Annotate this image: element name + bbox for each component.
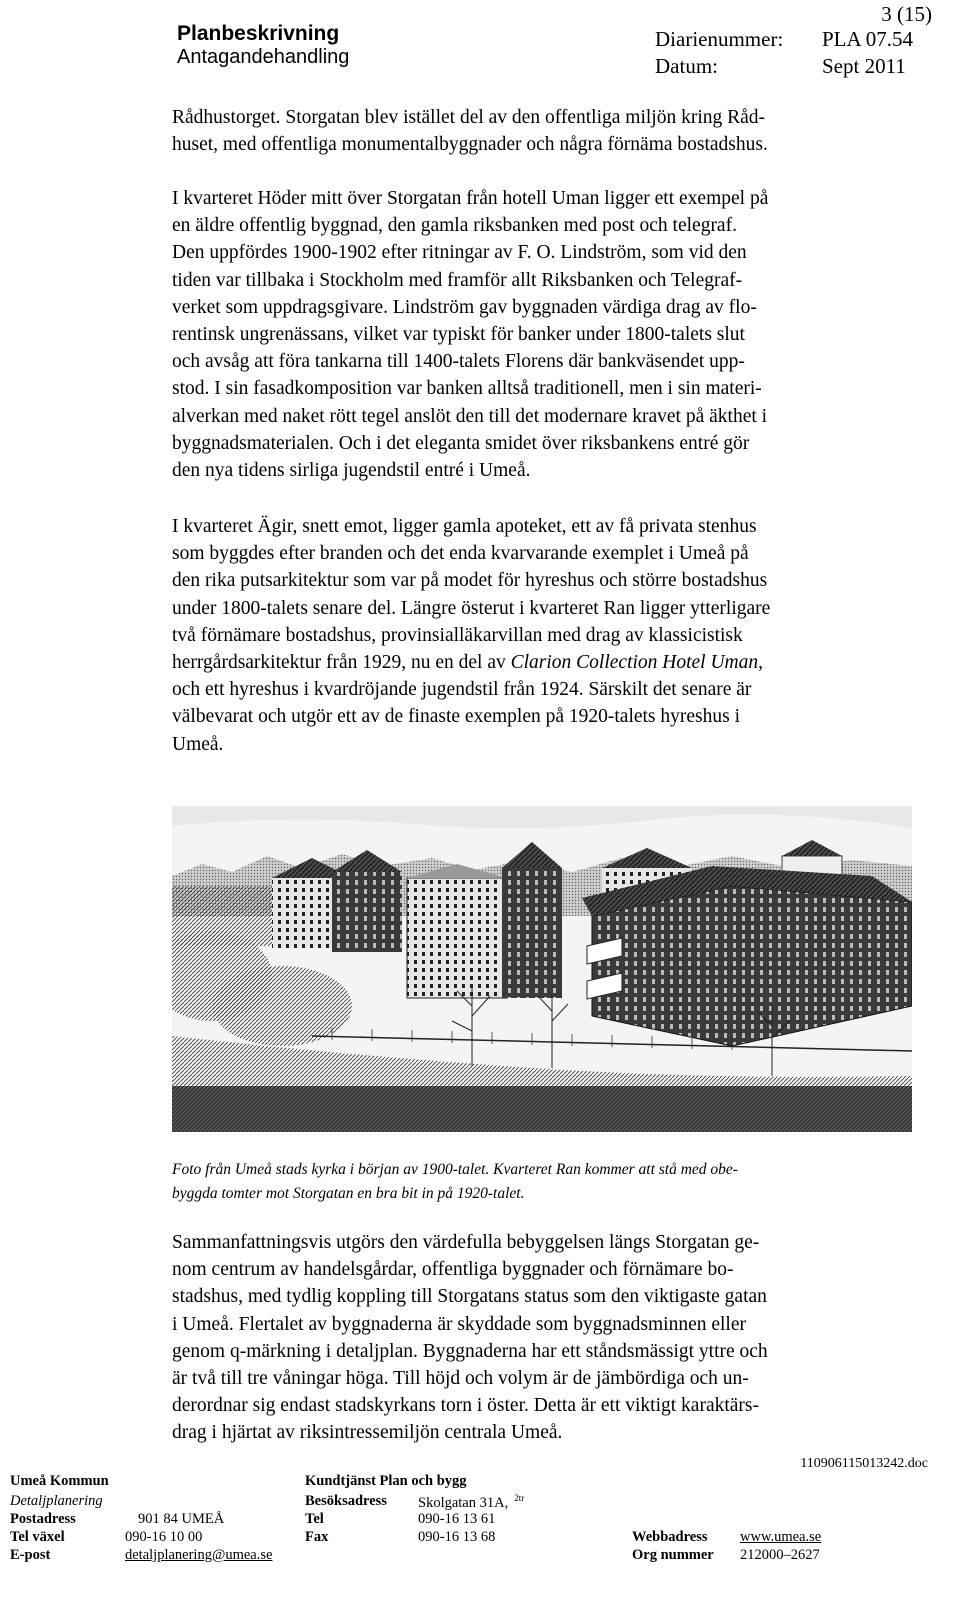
paragraph-summary <box>172 1229 912 1447</box>
besok-floor: 2tr <box>514 1493 525 1503</box>
tel-label: Tel <box>305 1511 324 1527</box>
besok-label: Besöksadress <box>305 1493 387 1509</box>
text-line: huset, med offentliga monumentalbyggnader och några förnäma bostadshus. <box>172 134 768 156</box>
text-line: nom centrum av handelsgårdar, offentliga byggnader och förnämare bo- <box>172 1259 734 1281</box>
datum-label: Datum: <box>655 54 718 78</box>
document-reference: 110906115013242.doc <box>800 1456 928 1471</box>
text-line: alverkan med naket rött tegel anslöt den till det modernare kravet på äkthet i <box>172 405 768 427</box>
caption-line: byggda tomter mot Storgatan en bra bit in på 1920-talet. <box>172 1185 525 1202</box>
epost-label: E-post <box>10 1547 51 1563</box>
text-line <box>172 649 912 676</box>
text-line: stod. I sin fasadkomposition var banken alltså traditionell, men i sin materi- <box>172 378 762 400</box>
text-line: drag i hjärtat av riksintressemiljön centrala Umeå. <box>172 1422 563 1444</box>
fax-value: 090-16 13 68 <box>418 1529 496 1545</box>
text-line: Umeå. <box>172 733 224 755</box>
web-link[interactable]: www.umea.se <box>740 1529 822 1545</box>
text-line: välbevarat och utgör ett av de finaste exemplen på 1920-talets hyreshus i <box>172 706 741 728</box>
text-line: derordnar sig endast stadskyrkans torn i öster. Detta är ett viktigt karaktärs- <box>172 1395 759 1417</box>
fax-label: Fax <box>305 1529 329 1545</box>
diarienummer-label: Diarienummer: <box>655 27 784 51</box>
besok-address: Skolgatan 31A, <box>418 1494 509 1511</box>
postadress-value: 901 84 UMEÅ <box>138 1511 225 1527</box>
text-line: Sammanfattningsvis utgörs den värdefulla bebyggelsen längs Storgatan ge- <box>172 1232 760 1253</box>
telvaxel-value: 090-16 10 00 <box>125 1529 203 1545</box>
text-line: och avsåg att föra tankarna till 1400-talets Florens där bankväsendet upp- <box>172 351 745 373</box>
text-span: herrgårdsarkitektur från 1929, nu en del av <box>172 652 511 674</box>
text-line: två förnämare bostadshus, provinsialläkarvillan med drag av klassicistisk <box>172 624 743 646</box>
caption-line: Foto från Umeå stads kyrka i början av 1900-talet. Kvarteret Ran kommer att stå med obe- <box>172 1161 738 1178</box>
footer-dept: Detaljplanering <box>10 1493 103 1509</box>
text-line: rentinsk ungrenässans, vilket var typiskt för banker under 1800-talets slut <box>172 324 745 346</box>
web-label: Webbadress <box>632 1529 708 1545</box>
paragraph-agir <box>172 513 912 758</box>
text-line: den nya tidens sirliga jugendstil entré i Umeå. <box>172 460 531 482</box>
text-line: i Umeå. Flertalet av byggnaderna är skyddade som byggnadsminnen eller <box>172 1313 746 1335</box>
text-line: verket som uppdragsgivare. Lindström gav byggnaden värdiga drag av flo- <box>172 296 757 318</box>
text-line: en äldre offentlig byggnad, den gamla riksbanken med post och telegraf. <box>172 215 737 237</box>
telvaxel-label: Tel växel <box>10 1529 65 1545</box>
text-line: Den uppfördes 1900-1902 efter ritningar av F. O. Lindström, som vid den <box>172 242 747 264</box>
postadress-label: Postadress <box>10 1511 76 1527</box>
besok-value <box>418 1493 524 1512</box>
orgnr-label: Org nummer <box>632 1547 714 1563</box>
tel-value: 090-16 13 61 <box>418 1511 496 1527</box>
paragraph-hoder <box>172 185 912 484</box>
text-line: stadshus, med tydlig koppling till Storgatans status som den viktigaste gatan <box>172 1286 767 1308</box>
text-line: I kvarteret Ägir, snett emot, ligger gamla apoteket, ett av få privata stenhus <box>172 516 757 537</box>
paragraph-intro <box>172 104 912 158</box>
text-line: I kvarteret Höder mitt över Storgatan från hotell Uman ligger ett exempel på <box>172 188 769 209</box>
text-line: byggnadsmaterialen. Och i det eleganta smidet över riksbankens entré gör <box>172 432 750 454</box>
page-number: 3 (15) <box>881 2 932 26</box>
orgnr-value: 212000–2627 <box>740 1547 820 1563</box>
text-line: som byggdes efter branden och det enda kvarvarande exemplet i Umeå på <box>172 543 749 565</box>
document-subtitle: Antagandehandling <box>177 46 350 68</box>
datum-value: Sept 2011 <box>822 54 906 78</box>
footer-org: Umeå Kommun <box>10 1473 109 1489</box>
diarienummer-value: PLA 07.54 <box>822 27 914 51</box>
text-line: Rådhustorget. Storgatan blev istället del av den offentliga miljön kring Råd- <box>172 107 766 128</box>
kundtjanst-label: Kundtjänst Plan och bygg <box>305 1473 467 1489</box>
hotel-name: Clarion Collection Hotel Uman, <box>510 652 764 674</box>
text-line: tiden var tillbaka i Stockholm med framför allt Riksbanken och Telegraf- <box>172 269 743 291</box>
photo-caption <box>172 1158 912 1206</box>
historic-town-photo <box>172 806 912 1132</box>
text-line: under 1800-talets senare del. Längre österut i kvarteret Ran ligger ytterligare <box>172 597 771 619</box>
text-line: och ett hyreshus i kvardröjande jugendstil från 1924. Särskilt det senare är <box>172 679 752 701</box>
epost-link[interactable]: detaljplanering@umea.se <box>125 1547 273 1563</box>
document-title: Planbeskrivning <box>177 22 340 45</box>
text-line: genom q-märkning i detaljplan. Byggnaderna har ett ståndsmässigt yttre och <box>172 1340 768 1362</box>
text-line: är två till tre våningar höga. Till höjd och volym är de jämbördiga och un- <box>172 1368 749 1390</box>
text-line: den rika putsarkitektur som var på modet för hyreshus och större bostadshus <box>172 570 768 592</box>
